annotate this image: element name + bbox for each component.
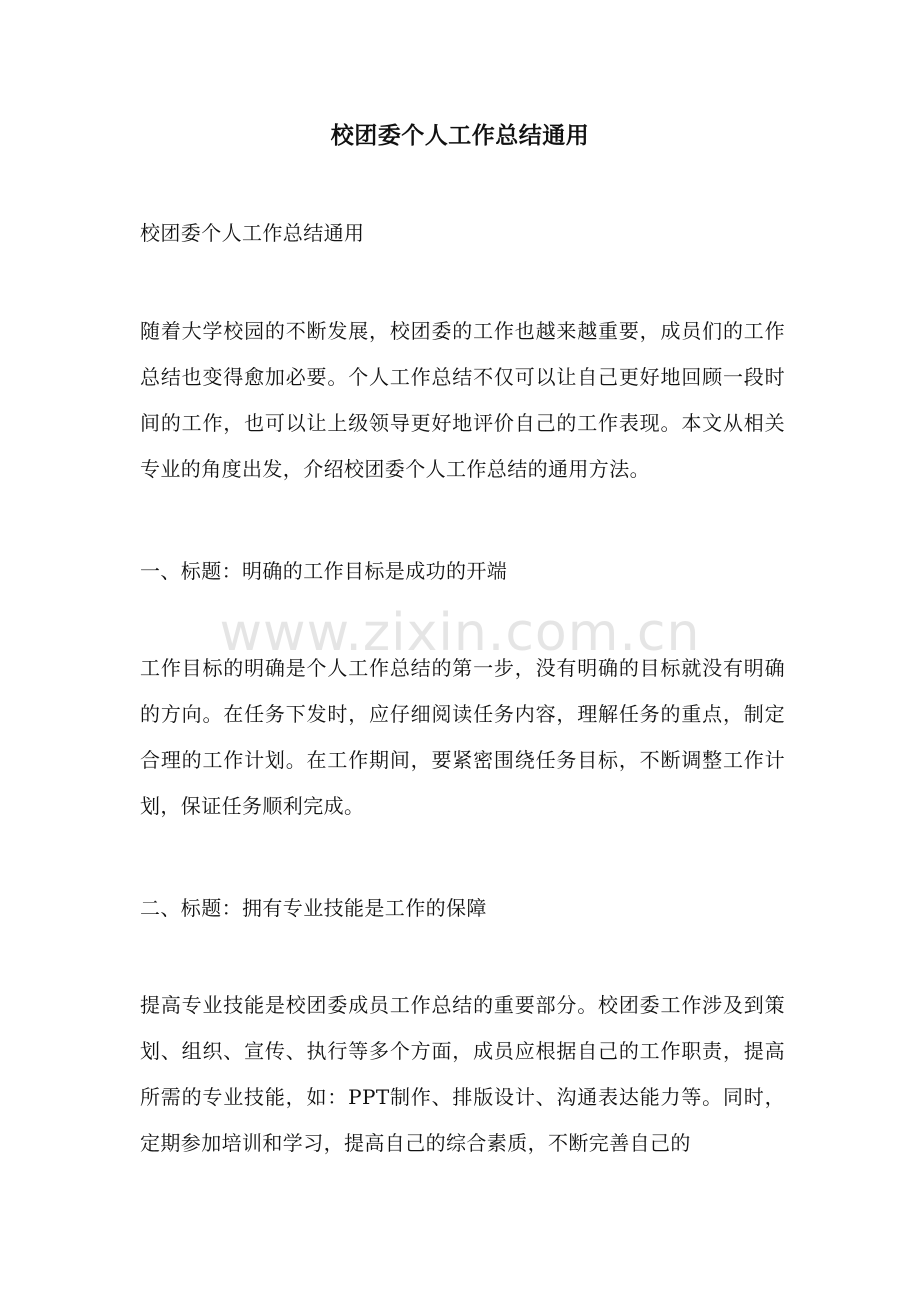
watermark: www.zixin.com.cn xyxy=(219,603,701,663)
section-1-paragraph: 工作目标的明确是个人工作总结的第一步，没有明确的目标就没有明确的方向。在任务下发时，应仔细阅读任务内容，理解任务的重点，制定合理的工作计划。在工作期间，要紧密围绕任务目标，不断调整工作计划，保证任务顺利完成。 xyxy=(140,656,785,818)
section-2-paragraph: 提高专业技能是校团委成员工作总结的重要部分。校团委工作涉及到策划、组织、宣传、执行等多个方面，成员应根据自己的工作职责，提高所需的专业技能，如：PPT制作、排版设计、沟通表达能力等。同时，定期参加培训和学习，提高自己的综合素质，不断完善自己的 xyxy=(140,993,785,1155)
document-subtitle: 校团委个人工作总结通用 xyxy=(140,221,365,245)
document-title: 校团委个人工作总结通用 xyxy=(330,122,590,149)
section-heading-1: 一、标题：明确的工作目标是成功的开端 xyxy=(140,559,508,583)
intro-paragraph: 随着大学校园的不断发展，校团委的工作也越来越重要，成员们的工作总结也变得愈加必要。个人工作总结不仅可以让自己更好地回顾一段时间的工作，也可以让上级领导更好地评价自己的工作表现。本文从相关专业的角度出发，介绍校团委个人工作总结的通用方法。 xyxy=(140,319,785,481)
section-heading-2: 二、标题：拥有专业技能是工作的保障 xyxy=(140,896,487,920)
